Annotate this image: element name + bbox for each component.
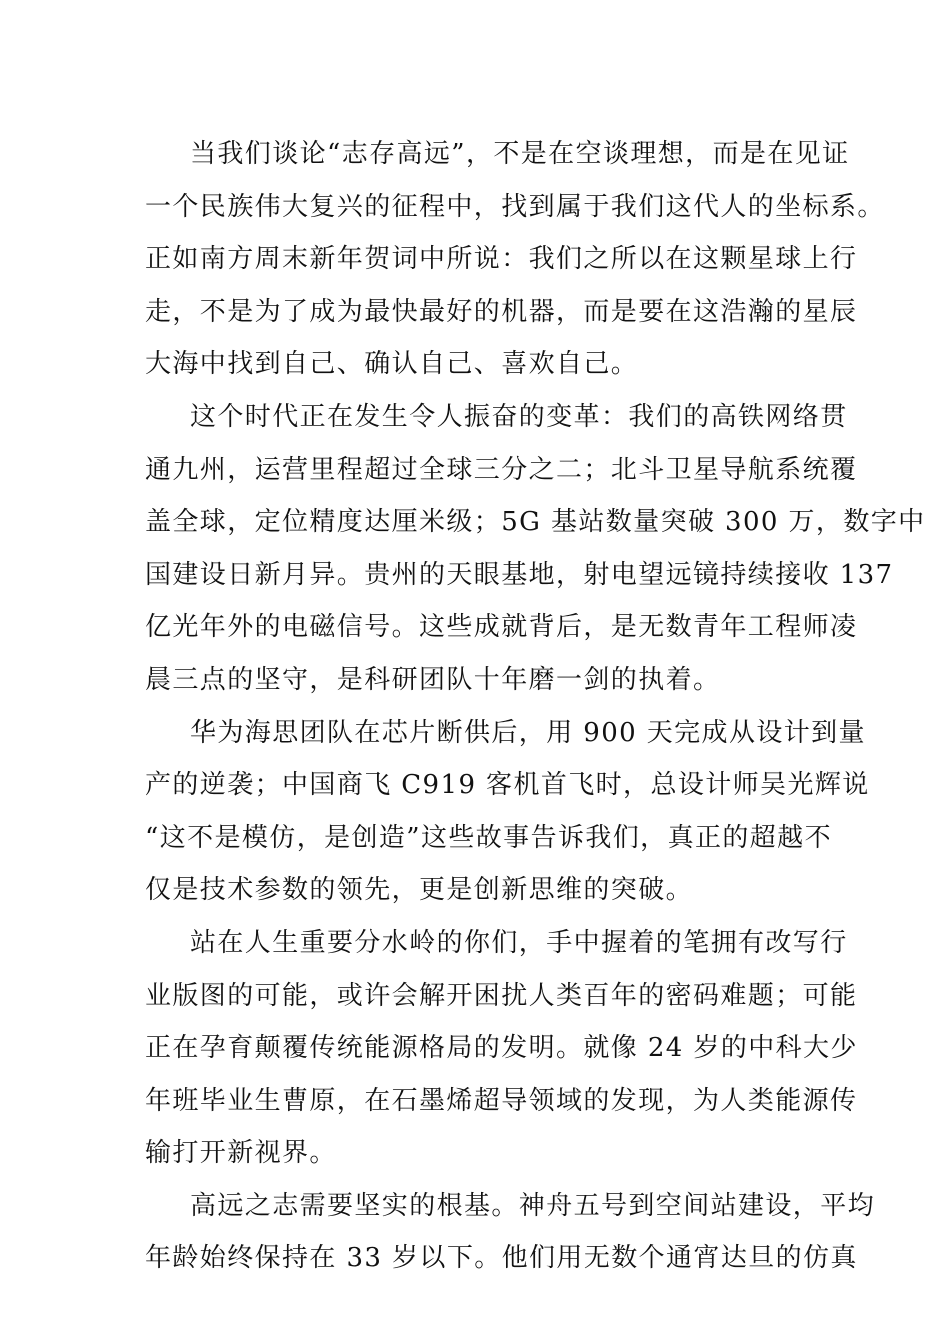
paragraph-4-line-1: 站在人生重要分水岭的你们，手中握着的笔拥有改写行 — [190, 927, 848, 958]
paragraph-4-line-2: 业版图的可能，或许会解开困扰人类百年的密码难题；可能 — [145, 980, 858, 1011]
paragraph-3-line-2: 产的逆袭；中国商飞 C919 客机首飞时，总设计师吴光辉说 — [145, 770, 870, 801]
document-body — [145, 128, 926, 1285]
paragraph-5-line-2: 年龄始终保持在 33 岁以下。他们用无数个通宵达旦的仿真 — [145, 1243, 858, 1274]
paragraph-2-line-2: 通九州，运营里程超过全球三分之二；北斗卫星导航系统覆 — [145, 454, 858, 485]
paragraph-4-line-5: 输打开新视界。 — [145, 1138, 337, 1169]
paragraph-2-line-4: 国建设日新月异。贵州的天眼基地，射电望远镜持续接收 137 — [145, 559, 894, 590]
paragraph-2-line-6: 晨三点的坚守，是科研团队十年磨一剑的执着。 — [145, 664, 721, 695]
paragraph-2-line-3: 盖全球，定位精度达厘米级；5G 基站数量突破 300 万，数字中 — [145, 507, 926, 538]
paragraph-1-line-3: 正如南方周末新年贺词中所说：我们之所以在这颗星球上行 — [145, 244, 858, 275]
paragraph-2-line-5: 亿光年外的电磁信号。这些成就背后，是无数青年工程师凌 — [145, 612, 858, 643]
paragraph-4-line-3: 正在孕育颠覆传统能源格局的发明。就像 24 岁的中科大少 — [145, 1033, 858, 1064]
paragraph-5-line-1: 高远之志需要坚实的根基。神舟五号到空间站建设，平均 — [190, 1190, 876, 1221]
paragraph-1-line-4: 走，不是为了成为最快最好的机器，而是要在这浩瀚的星辰 — [145, 296, 858, 327]
paragraph-1-line-1: 当我们谈论“志存高远”，不是在空谈理想，而是在见证 — [190, 139, 850, 169]
paragraph-3-line-3: “这不是模仿，是创造”这些故事告诉我们，真正的超越不 — [145, 822, 832, 853]
paragraph-3-line-1: 华为海思团队在芯片断供后，用 900 天完成从设计到量 — [190, 717, 866, 748]
paragraph-1-line-5: 大海中找到自己、确认自己、喜欢自己。 — [145, 349, 639, 380]
paragraph-3-line-4: 仅是技术参数的领先，更是创新思维的突破。 — [145, 875, 694, 906]
paragraph-4-line-4: 年班毕业生曹原，在石墨烯超导领域的发现，为人类能源传 — [145, 1085, 858, 1116]
paragraph-2-line-1: 这个时代正在发生令人振奋的变革：我们的高铁网络贯 — [190, 401, 848, 432]
paragraph-1-line-2: 一个民族伟大复兴的征程中，找到属于我们这代人的坐标系。 — [145, 191, 885, 222]
